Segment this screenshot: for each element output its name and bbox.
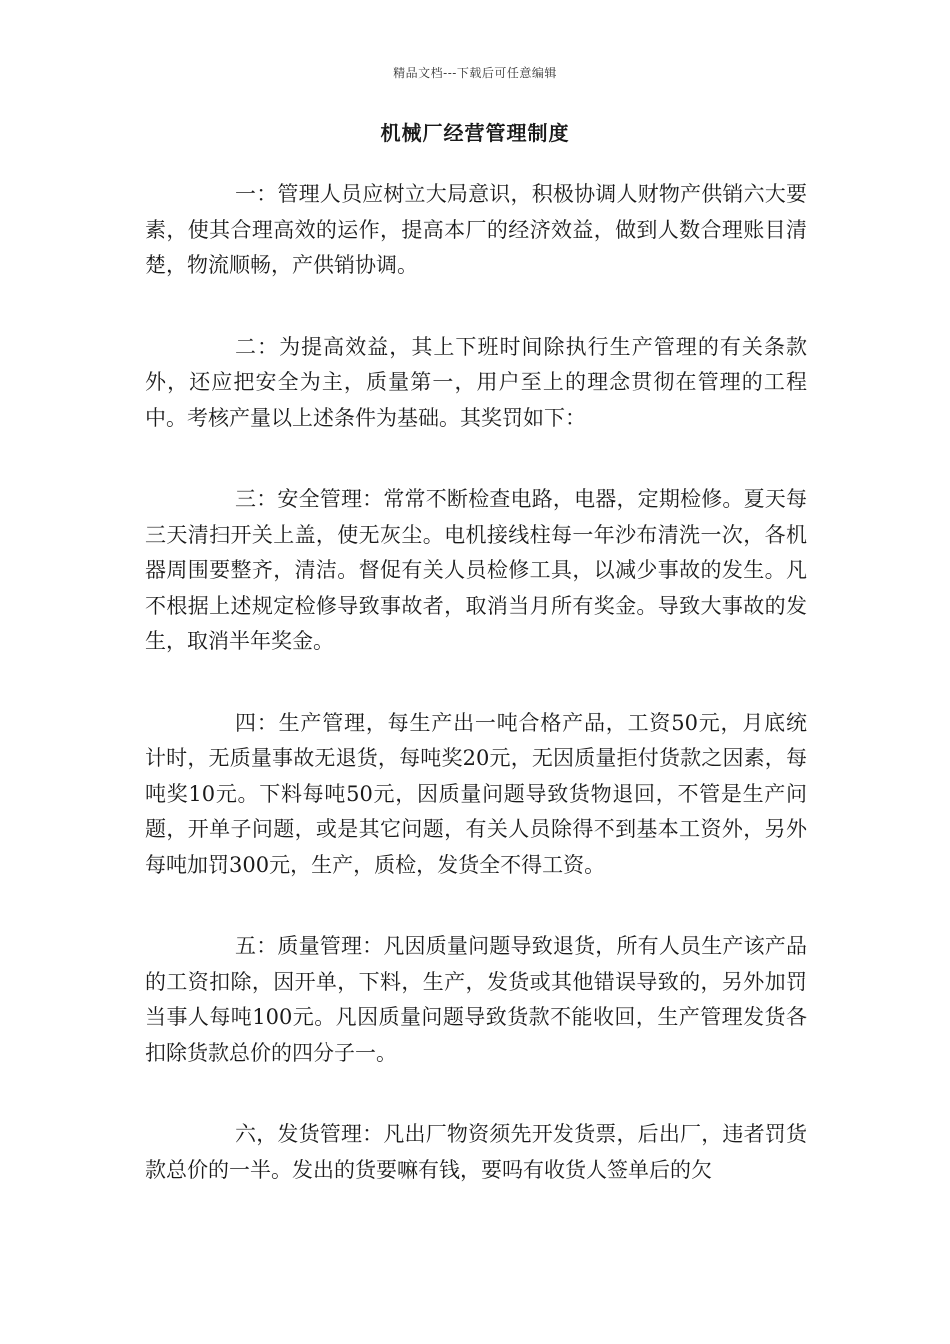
paragraph: 四：生产管理，每生产出一吨合格产品，工资50元，月底统计时，无质量事故无退货，每吨奖20元，无因质量拒付货款之因素，每吨奖10元。下料每吨50元，因质量问题导致货物退回，不管是生产问题，开单子问题，或是其它问题，有关人员除得不到基本工资外，另外每吨加罚300元，生产，质检，发货全不得工资。 (145, 710, 807, 877)
page-header: 精品文档---下载后可任意编辑 (393, 66, 557, 80)
paragraph: 六，发货管理：凡出厂物资须先开发货票，后出厂，违者罚货款总价的一半。发出的货要嘛有钱，要吗有收货人签单后的欠 (145, 1122, 807, 1182)
paragraph: 三：安全管理：常常不断检查电路，电器，定期检修。夏天每三天清扫开关上盖，使无灰尘。电机接线柱每一年沙布清洗一次，各机器周围要整齐，清洁。督促有关人员检修工具，以减少事故的发生。凡不根据上述规定检修导致事故者，取消当月所有奖金。导致大事故的发生，取消半年奖金。 (145, 487, 807, 653)
paragraph: 五：质量管理：凡因质量问题导致退货，所有人员生产该产品的工资扣除，因开单，下料，生产，发货或其他错误导致的，另外加罚当事人每吨100元。凡因质量问题导致货款不能收回，生产管理发货各扣除货款总价的四分子一。 (145, 934, 807, 1065)
document-body (145, 177, 807, 1234)
document-title: 机械厂经营管理制度 (380, 121, 570, 145)
paragraph: 一：管理人员应树立大局意识，积极协调人财物产供销六大要素，使其合理高效的运作，提高本厂的经济效益，做到人数合理账目清楚，物流顺畅，产供销协调。 (145, 182, 807, 277)
paragraph: 二：为提高效益，其上下班时间除执行生产管理的有关条款外，还应把安全为主，质量第一，用户至上的理念贯彻在管理的工程中。考核产量以上述条件为基础。其奖罚如下： (145, 334, 807, 430)
